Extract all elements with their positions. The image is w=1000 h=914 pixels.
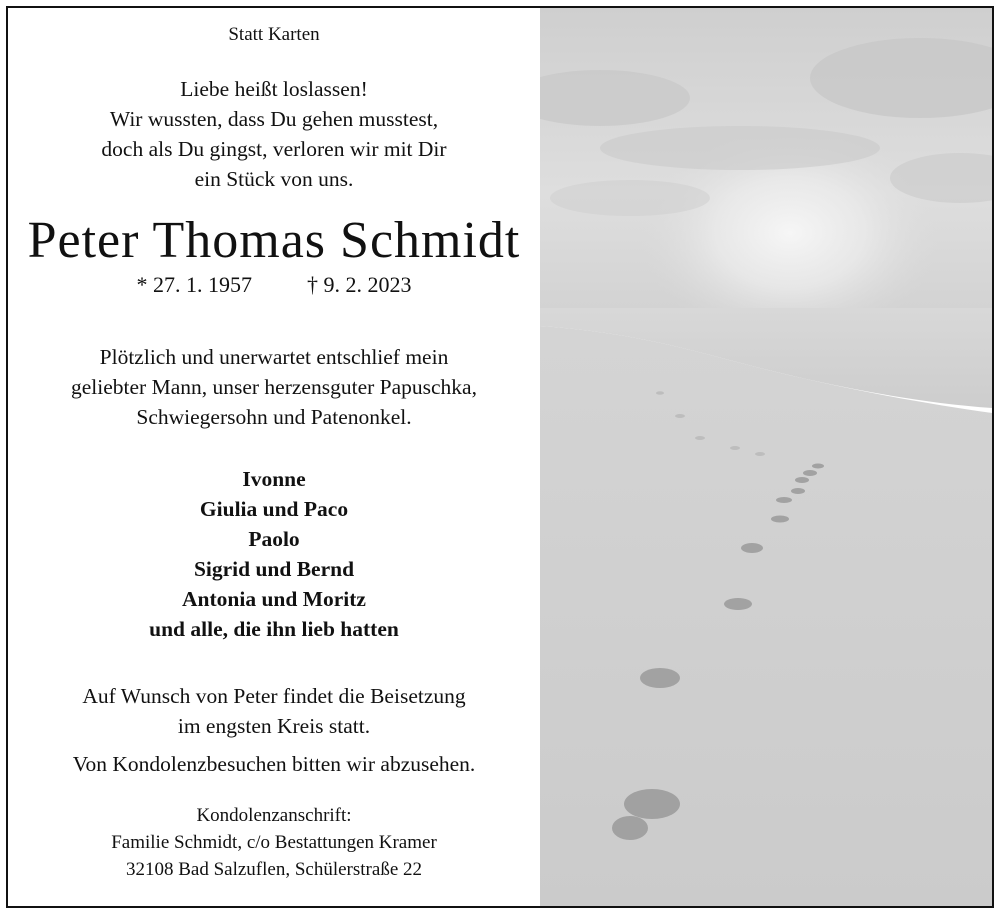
mourner-5: Antonia und Moritz <box>182 587 366 611</box>
mourner-3: Paolo <box>248 527 300 551</box>
obituary-frame <box>6 6 994 908</box>
address-label: Kondolenzanschrift: <box>196 805 352 826</box>
announcement-line-1: Plötzlich und unerwartet entschlief mein <box>99 345 449 369</box>
death-date: † 9. 2. 2023 <box>307 272 412 297</box>
mourner-4: Sigrid und Bernd <box>193 557 355 581</box>
announcement-line-3: Schwiegersohn und Patenonkel. <box>136 405 412 429</box>
obituary-text-column <box>8 8 540 906</box>
address-line-2: 32108 Bad Salzuflen, Schülerstraße 22 <box>125 859 422 880</box>
mourner-1: Ivonne <box>242 467 306 491</box>
header-text: Statt Karten <box>228 24 320 45</box>
poem-line-4: ein Stück von uns. <box>194 167 354 191</box>
deceased-name: Peter Thomas Schmidt <box>27 212 521 269</box>
poem-line-2: Wir wussten, dass Du gehen musstest, <box>109 107 439 131</box>
mourner-2: Giulia und Paco <box>199 497 349 521</box>
life-dates <box>8 272 540 298</box>
burial-line-1: Auf Wunsch von Peter findet die Beisetzung <box>82 684 466 708</box>
beach-footprints-photo <box>540 8 992 906</box>
address-line-1: Familie Schmidt, c/o Bestattungen Kramer <box>111 832 437 853</box>
birth-date: * 27. 1. 1957 <box>136 272 252 297</box>
announcement-line-2: geliebter Mann, unser herzensguter Papuschka, <box>71 375 477 399</box>
beach-footprints-image <box>540 8 992 906</box>
mourner-6: und alle, die ihn lieb hatten <box>149 617 399 641</box>
poem-line-3: doch als Du gingst, verloren wir mit Dir <box>101 137 447 161</box>
poem-line-1: Liebe heißt loslassen! <box>180 77 368 101</box>
condolence-request: Von Kondolenzbesuchen bitten wir abzusehen. <box>72 752 476 776</box>
burial-line-2: im engsten Kreis statt. <box>177 714 371 738</box>
